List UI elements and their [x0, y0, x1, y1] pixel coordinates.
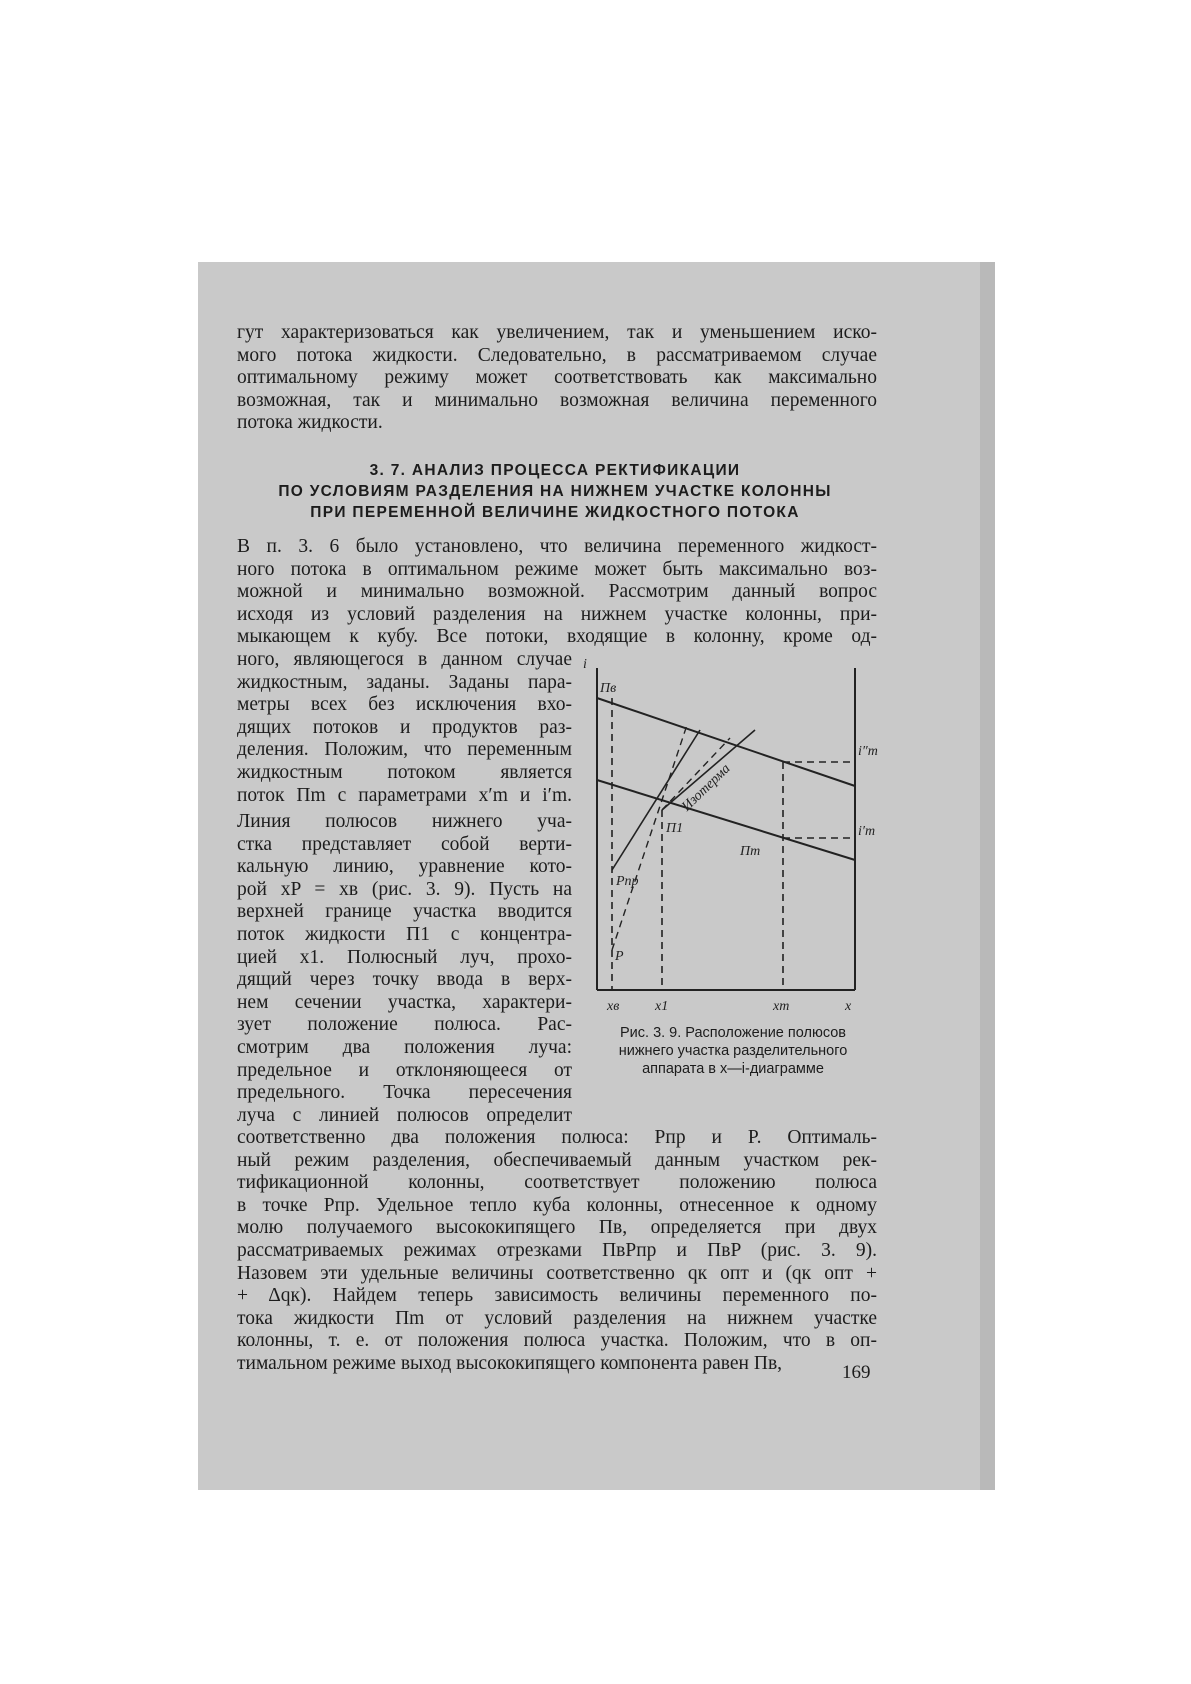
- text-line: жидкостным, заданы. Заданы пара-: [237, 671, 572, 693]
- text-line: луча с линией полюсов определит: [237, 1104, 572, 1126]
- text-line: тификационной колонны, соответствует положению полюса: [237, 1172, 877, 1194]
- text-line: возможная, так и минимально возможная величина переменного: [237, 389, 877, 411]
- paragraph-2: [237, 536, 877, 649]
- ray-deviated: [612, 725, 687, 950]
- label-xv: xв: [607, 999, 620, 1014]
- text-line: исходя из условий разделения на нижнем участке колонны, при-: [237, 603, 877, 625]
- text-line: Назовем эти удельные величины соответственно qк опт и (qк опт +: [237, 1262, 877, 1284]
- text-line: + Δqк). Найдем теперь зависимость величины переменного по-: [237, 1285, 877, 1307]
- heading-line: ПРИ ПЕРЕМЕННОЙ ВЕЛИЧИНЕ ЖИДКОСТНОГО ПОТОКА: [310, 504, 800, 521]
- text-line: В п. 3. 6 было установлено, что величина переменного жидкост-: [237, 536, 877, 557]
- caption-line: аппарата в x—i-диаграмме: [642, 1061, 824, 1077]
- text-line: мыкающем к кубу. Все потоки, входящие в колонну, кроме од-: [237, 626, 877, 648]
- paragraph-3-full: [237, 1127, 877, 1376]
- text-line: стка представляет собой верти-: [237, 833, 572, 855]
- label-im-double: i″m: [858, 744, 878, 759]
- label-axis-i: i: [583, 657, 587, 672]
- label-axis-x: x: [845, 999, 852, 1014]
- text-line: тока жидкости Пm от условий разделения на нижнем участке: [237, 1307, 877, 1329]
- text-line: цией x1. Полюсный луч, прохо-: [237, 946, 572, 968]
- diagram-x-i: [580, 650, 890, 1022]
- text-line: предельного. Точка пересечения: [237, 1082, 572, 1104]
- text-line: оптимальному режиму может соответствовать как максимально: [237, 367, 877, 389]
- text-line: деления. Положим, что переменным: [237, 739, 572, 761]
- label-xm: xm: [773, 999, 790, 1014]
- text-line: предельное и отклоняющееся от: [237, 1059, 572, 1081]
- lower-line: [597, 780, 855, 860]
- text-line: жидкостным потоком является: [237, 761, 572, 783]
- paragraph-2-narrow: [237, 649, 572, 807]
- label-pi-1: П1: [666, 821, 684, 836]
- text-line: рассматриваемых режимах отрезками ПвPпр и ПвP (рис. 3. 9).: [237, 1239, 877, 1261]
- label-x1: x1: [655, 999, 669, 1014]
- text-line: молю получаемого высококипящего Пв, определяется при двух: [237, 1217, 877, 1239]
- text-line: Линия полюсов нижнего уча-: [237, 811, 572, 832]
- text-line: в точке Pпр. Удельное тепло куба колонны, отнесенное к одному: [237, 1194, 877, 1216]
- text-line: потока жидкости.: [237, 412, 383, 434]
- text-line: смотрим два положения луча:: [237, 1036, 572, 1058]
- text-line: колонны, т. е. от положения полюса участка. Положим, что в оп-: [237, 1330, 877, 1352]
- label-p-pr: Pпр: [616, 874, 639, 889]
- label-isotherm: Изотерма: [679, 761, 734, 815]
- isotherm-line: [662, 730, 755, 810]
- text-line: ного, являющегося в данном случае: [237, 649, 572, 670]
- page-edge-shadow: [980, 262, 995, 1490]
- text-line: соответственно два положения полюса: Pпр и P. Оптималь-: [237, 1127, 877, 1148]
- text-line: ный режим разделения, обеспечиваемый данным участком рек-: [237, 1149, 877, 1171]
- label-im-single: i′m: [858, 824, 876, 839]
- text-line: можной и минимально возможной. Рассмотрим данный вопрос: [237, 581, 877, 603]
- text-line: дящий через точку ввода в верх-: [237, 969, 572, 991]
- figure-caption: [583, 1024, 883, 1078]
- text-line: рой xP = xв (рис. 3. 9). Пусть на: [237, 878, 572, 900]
- section-heading: [230, 460, 880, 523]
- heading-line: ПО УСЛОВИЯМ РАЗДЕЛЕНИЯ НА НИЖНЕМ УЧАСТКЕ КОЛОННЫ: [278, 483, 832, 500]
- text-line: кальную линию, уравнение кото-: [237, 856, 572, 878]
- text-line: нем сечении участка, характери-: [237, 991, 572, 1013]
- text-line: мого потока жидкости. Следовательно, в рассматриваемом случае: [237, 344, 877, 366]
- text-line: зует положение полюса. Рас-: [237, 1014, 572, 1036]
- label-p: P: [615, 949, 624, 964]
- caption-line: нижнего участка разделительного: [618, 1043, 848, 1059]
- label-pi-v: Пв: [600, 681, 617, 696]
- heading-line: 3. 7. АНАЛИЗ ПРОЦЕССА РЕКТИФИКАЦИИ: [369, 462, 741, 479]
- text-line: ного потока в оптимальном режиме может быть максимально воз-: [237, 558, 877, 580]
- text-line: метры всех без исключения вхо-: [237, 694, 572, 716]
- text-line: верхней границе участка вводится: [237, 901, 572, 923]
- page-number: 169: [842, 1362, 871, 1383]
- paragraph-3-narrow: [237, 811, 572, 1127]
- label-pi-m: Пm: [740, 844, 761, 859]
- text-line: дящих потоков и продуктов раз-: [237, 716, 572, 738]
- text-line: гут характеризоваться как увеличением, так и уменьшением иско-: [237, 322, 877, 343]
- caption-line: Рис. 3. 9. Расположение полюсов: [619, 1025, 847, 1041]
- paragraph-1: [237, 322, 877, 435]
- text-line: поток Пm с параметрами x′m и i′m.: [237, 784, 572, 806]
- text-line: тимальном режиме выход высококипящего компонента равен Пв,: [237, 1352, 783, 1374]
- text-line: поток жидкости П1 с концентра-: [237, 923, 572, 945]
